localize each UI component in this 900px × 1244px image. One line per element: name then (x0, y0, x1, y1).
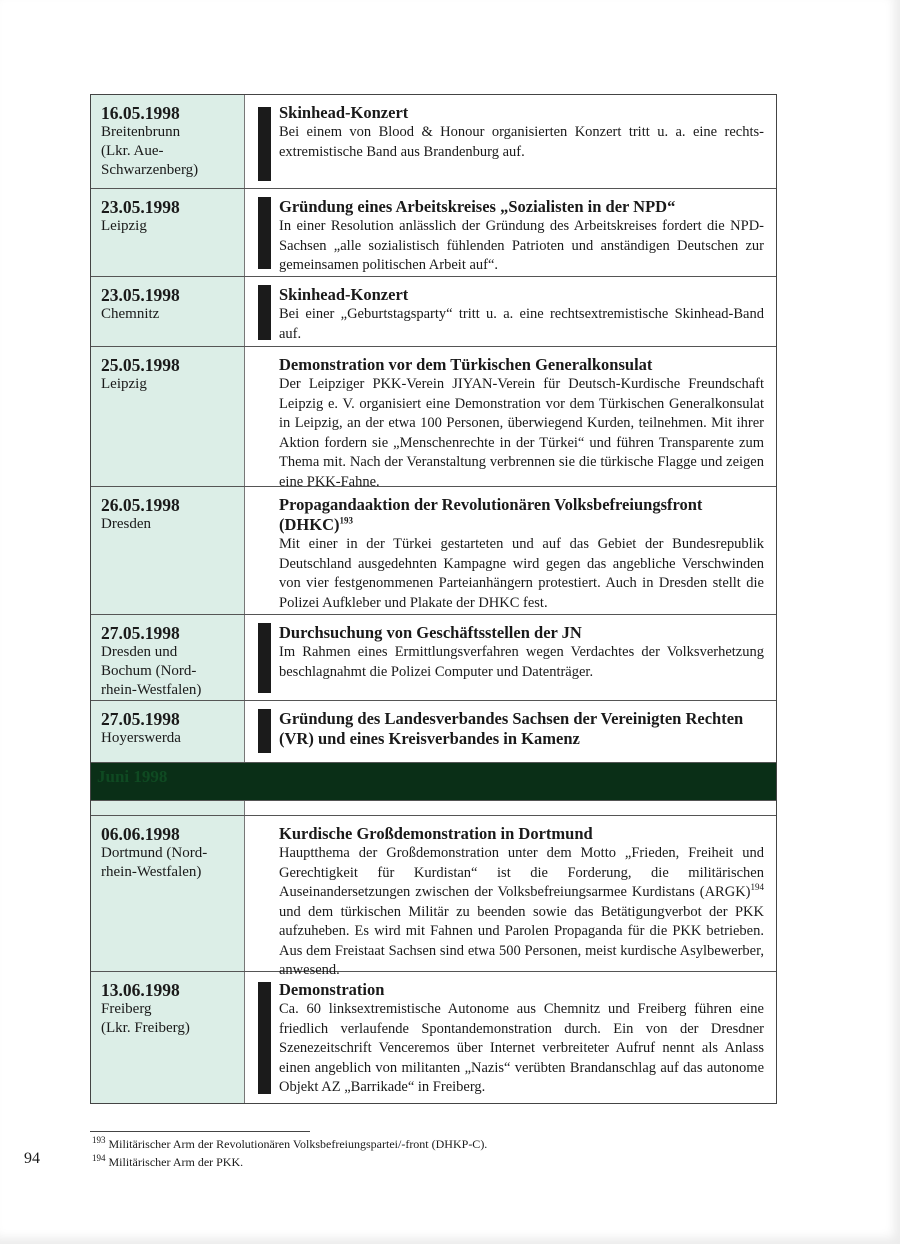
entry-date: 27.05.1998 (101, 623, 180, 643)
entry-text: In einer Resolution anlässlich der Gründung des Arbeitskreises fordert die NPD-Sachsen „alle sozialistisch fühlenden Patrioten und anständigen Deutschen zur gemeinsamen politischen Arbeit auf“. (279, 218, 764, 273)
footnote-number: 194 (92, 1153, 106, 1163)
footnote-text: Militärischer Arm der PKK. (108, 1155, 244, 1169)
date-cell (91, 801, 245, 815)
marker-bar (258, 982, 271, 1094)
entry-text-part: und dem türkischen Militär zu beenden sowie das Betätigungverbot der PKK aufzuheben. Es wird mit Fahnen und Parolen Propaganda für die PKK betrieben. Aus dem Freistaat Sachsen sind etwa 500 Personen, meist kurdische Asylbewerber, anwesend. (279, 903, 764, 978)
entry-text-part: Hauptthema der Großdemonstration unter dem Motto „Frieden, Freiheit und Gerechtigkeit für Kurdistan“ ist die Forderung, die militärischen Auseinandersetzungen zwischen der Volksbefreiungsarmee Kurdistans (ARGK) (279, 845, 764, 900)
date-cell (91, 701, 245, 762)
entry-date: 23.05.1998 (101, 197, 180, 217)
entry-title: Gründung eines Arbeitskreises „Sozialisten in der NPD“ (279, 197, 676, 216)
date-cell (91, 347, 245, 486)
entry-place-line: Dortmund (Nord- (101, 845, 208, 861)
marker-bar (258, 709, 271, 753)
entry-date: 25.05.1998 (101, 355, 180, 375)
table-row (91, 487, 776, 615)
event-cell (245, 487, 776, 614)
entry-place-line: Freiberg (101, 1001, 152, 1017)
entry-text: Mit einer in der Türkei gestarteten und auf das Gebiet der Bundesrepublik Deutschland ausgedehnten Kampagne wird gegen das angebliche Verschwinden von vier festgenommenen Parteianhängern protestiert. Auch in Dresden stellt die Polizei Aufkleber und Plakate der DHKC fest. (279, 536, 764, 611)
entry-date: 26.05.1998 (101, 495, 180, 515)
month-separator-bar (91, 763, 776, 801)
event-cell (245, 701, 776, 762)
entry-place-line: Hoyerswerda (101, 730, 181, 746)
entry-title: Kurdische Großdemonstration in Dortmund (279, 824, 593, 843)
entry-place-line: Dresden (101, 516, 151, 532)
entry-text: Im Rahmen eines Ermittlungsverfahren wegen Verdachtes der Volksverhetzung beschlagnahmt die Polizei Computer und Datenträger. (279, 644, 764, 680)
entry-place-line: Breitenbrunn (101, 124, 181, 140)
date-cell (91, 277, 245, 346)
table-row (91, 347, 776, 490)
entry-text (279, 844, 764, 981)
entry-place-line: Leipzig (101, 376, 147, 392)
entry-place-line: Leipzig (101, 218, 147, 234)
event-cell (245, 816, 776, 978)
footnote-ref: 194 (750, 882, 764, 893)
spacer-row (91, 801, 776, 816)
entry-place-line: Chemnitz (101, 306, 160, 322)
event-cell (245, 189, 776, 276)
table-row (91, 95, 776, 189)
entry-title: Durchsuchung von Geschäftsstellen der JN (279, 623, 582, 642)
entry-title: Demonstration vor dem Türkischen Generalkonsulat (279, 355, 653, 374)
event-cell (245, 347, 776, 490)
date-cell (91, 972, 245, 1103)
entry-date: 06.06.1998 (101, 824, 180, 844)
footnote-number: 193 (92, 1135, 106, 1145)
entry-date: 27.05.1998 (101, 709, 180, 729)
date-cell (91, 189, 245, 276)
entry-text: Der Leipziger PKK-Verein JIYAN-Verein für Deutsch-Kurdische Freundschaft Leipzig e. V. organisiert eine Demonstration vor dem Türkischen Generalkonsulat in Leipzig, an der etwa 100 Personen, überwiegend Kurden, teilnehmen. Mit ihrer Aktion fordern sie „Menschenrechte in der Türkei“ und führen Transparente zum Thema mit. Nach der Veranstaltung verbrennen sie die türkische Flagge und zeigen eine PKK-Fahne. (279, 376, 764, 490)
entry-title: Gründung des Landesverbandes Sachsen der Vereinigten Rechten (VR) und eines Kreisverbandes in Kamenz (279, 709, 744, 748)
date-cell (91, 816, 245, 971)
entry-title-text: Propagandaaktion der Revolutionären Volksbefreiungsfront (DHKC) (279, 495, 703, 534)
entry-date: 16.05.1998 (101, 103, 180, 123)
footnote-text: Militärischer Arm der Revolutionären Volksbefreiungspartei/-front (DHKP-C). (108, 1137, 488, 1151)
entry-title: Skinhead-Konzert (279, 285, 409, 304)
entry-title (279, 495, 764, 535)
event-cell (245, 972, 776, 1103)
footnote (92, 1155, 243, 1170)
entry-place-line: Dresden und (101, 644, 178, 660)
entry-place-line: Schwarzenberg) (101, 162, 199, 178)
entry-title: Skinhead-Konzert (279, 103, 409, 122)
table-row (91, 972, 776, 1103)
entry-place-line: rhein-Westfalen) (101, 682, 202, 698)
marker-bar (258, 197, 271, 269)
entry-text: Bei einem von Blood & Honour organisierten Konzert tritt u. a. eine rechts-extremistische Band aus Brandenburg auf. (279, 124, 764, 160)
marker-bar (258, 623, 271, 693)
marker-bar (258, 285, 271, 340)
entry-place-line: (Lkr. Aue- (101, 143, 164, 159)
entry-title: Demonstration (279, 980, 385, 999)
page-number: 94 (24, 1150, 40, 1167)
date-cell (91, 615, 245, 700)
date-cell (91, 95, 245, 188)
table-row (91, 816, 776, 978)
table-row (91, 277, 776, 347)
chronology-table (90, 94, 777, 1104)
table-row (91, 615, 776, 701)
table-row (91, 189, 776, 277)
entry-text: Ca. 60 linksextremistische Autonome aus Chemnitz und Freiberg führen eine friedlich verlaufende Spontandemonstration durch. Ein von der Dresdner Szenezeitschrift Venceremos über Internet verbreiteter Aufruf nennt als Anlass einen angeblich von militanten „Nazis“ verübten Brandanschlag auf das autonome Objekt AZ „Barrikade“ in Freiberg. (279, 1001, 764, 1095)
event-cell (245, 277, 776, 346)
entry-place-line: rhein-Westfalen) (101, 864, 202, 880)
entry-date: 13.06.1998 (101, 980, 180, 1000)
entry-place-line: (Lkr. Freiberg) (101, 1020, 190, 1036)
footnote (92, 1137, 487, 1152)
month-label: Juni 1998 (97, 767, 168, 786)
date-cell (91, 487, 245, 614)
entry-place-line: Bochum (Nord- (101, 663, 197, 679)
event-cell (245, 95, 776, 188)
footnote-separator (90, 1131, 310, 1132)
marker-bar (258, 107, 271, 181)
footnote-ref: 193 (339, 515, 353, 526)
entry-date: 23.05.1998 (101, 285, 180, 305)
table-row (91, 701, 776, 763)
event-cell (245, 615, 776, 700)
entry-text: Bei einer „Geburtstagsparty“ tritt u. a. eine rechtsextremistische Skinhead-Band auf. (279, 306, 764, 342)
